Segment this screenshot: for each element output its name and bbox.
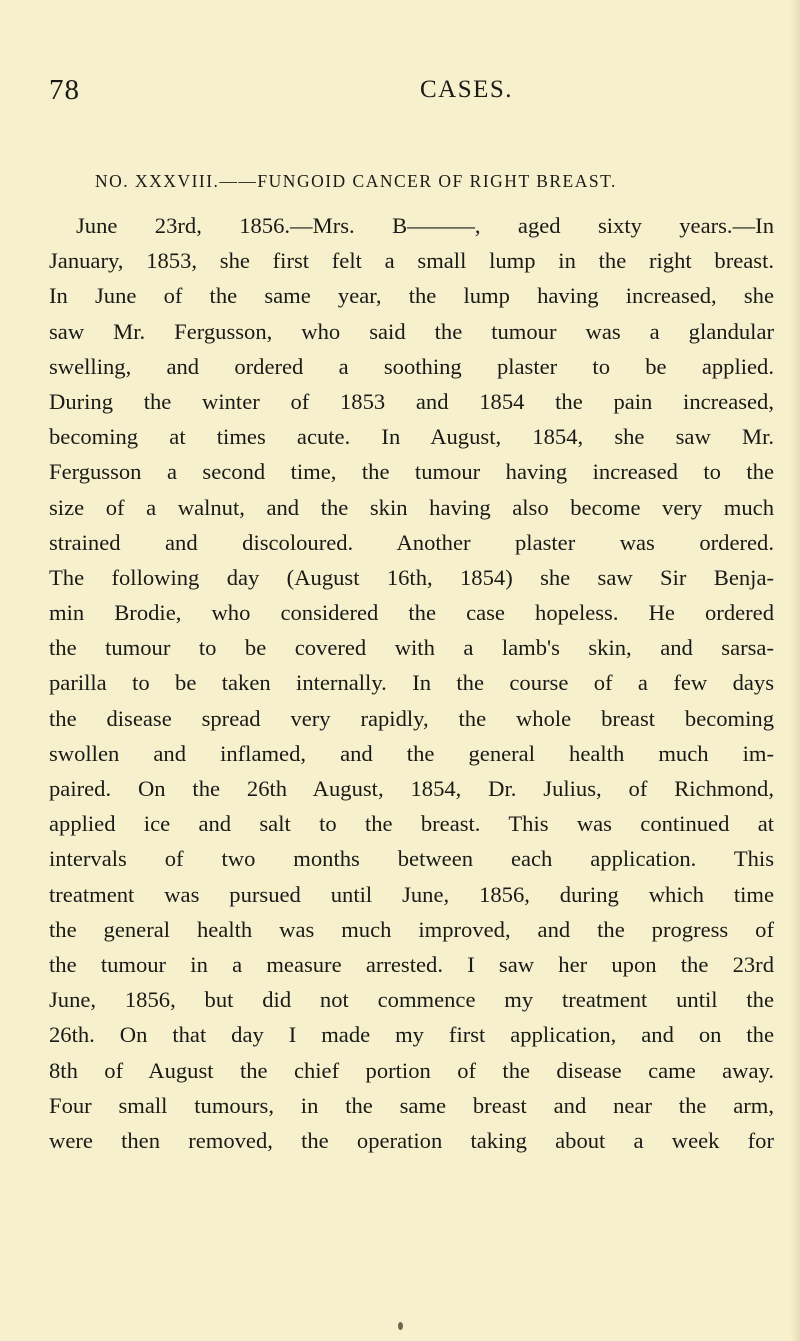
text-line: strained and discoloured. Another plaster was ordered. <box>49 529 774 555</box>
text-line: The following day (August 16th, 1854) she saw Sir Benja- <box>49 564 774 590</box>
text-line: applied ice and salt to the breast. This was continued at <box>49 811 774 837</box>
text-line: swollen and inflamed, and the general health much im- <box>49 740 774 766</box>
page-number: 78 <box>49 74 80 106</box>
text-line: the disease spread very rapidly, the whole breast becoming <box>49 705 774 731</box>
text-line: were then removed, the operation taking about a week for <box>49 1127 774 1153</box>
text-line: the general health was much improved, and the progress of <box>49 916 774 942</box>
text-line: size of a walnut, and the skin having also become very much <box>49 494 774 520</box>
case-body-text <box>49 208 774 1158</box>
text-line: the tumour in a measure arrested. I saw her upon the 23rd <box>49 951 774 977</box>
text-line: swelling, and ordered a soothing plaster to be applied. <box>49 353 774 379</box>
ink-speck <box>398 1322 403 1330</box>
text-line: 8th of August the chief portion of the disease came away. <box>49 1057 774 1083</box>
text-line: January, 1853, she first felt a small lump in the right breast. <box>49 248 774 274</box>
text-line: paired. On the 26th August, 1854, Dr. Julius, of Richmond, <box>49 776 774 801</box>
text-line: saw Mr. Fergusson, who said the tumour was a glandular <box>49 318 774 344</box>
text-line: During the winter of 1853 and 1854 the pain increased, <box>49 388 774 414</box>
case-heading: NO. XXXVIII.——FUNGOID CANCER OF RIGHT BREAST. <box>95 171 617 191</box>
text-line: parilla to be taken internally. In the course of a few days <box>49 670 774 696</box>
page-edge-shadow <box>790 0 800 1341</box>
text-line: June 23rd, 1856.—Mrs. B———, aged sixty years.—In <box>76 213 774 238</box>
text-line: 26th. On that day I made my first application, and on the <box>49 1022 774 1048</box>
text-line: June, 1856, but did not commence my treatment until the <box>49 987 774 1013</box>
text-line: Fergusson a second time, the tumour having increased to the <box>49 459 774 485</box>
text-line: becoming at times acute. In August, 1854, she saw Mr. <box>49 424 774 450</box>
text-line: treatment was pursued until June, 1856, during which time <box>49 881 774 907</box>
text-line: Four small tumours, in the same breast and near the arm, <box>49 1092 774 1118</box>
running-head <box>0 74 800 114</box>
text-line: the tumour to be covered with a lamb's skin, and sarsa- <box>49 635 774 661</box>
running-title: CASES. <box>420 76 514 103</box>
text-line: min Brodie, who considered the case hopeless. He ordered <box>49 600 774 626</box>
text-line: In June of the same year, the lump having increased, she <box>49 283 774 309</box>
text-line: intervals of two months between each application. This <box>49 846 774 872</box>
